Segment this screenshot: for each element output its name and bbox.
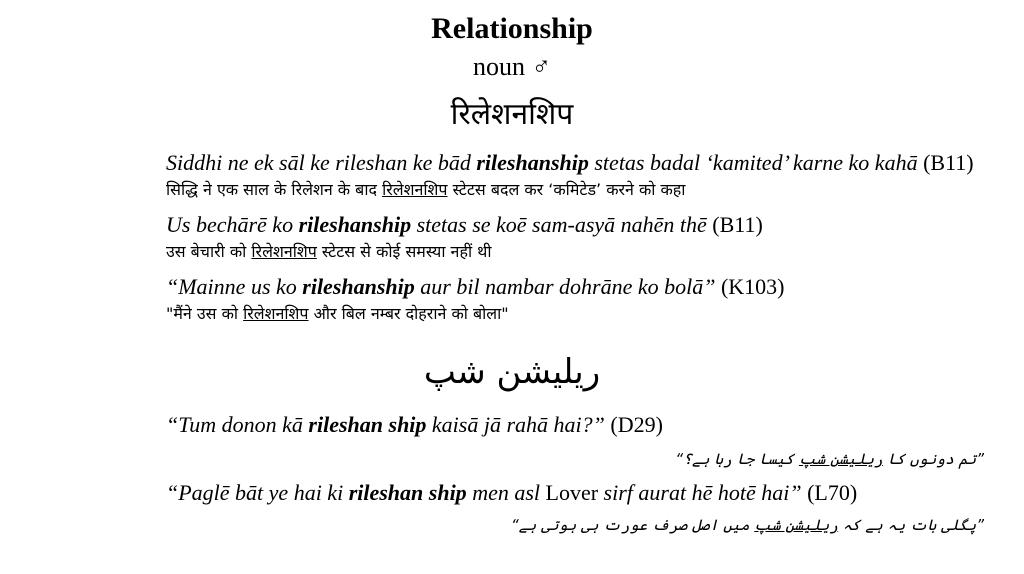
example-text: “Tum donon kā (166, 412, 309, 437)
example-keyword: rileshan ship (348, 480, 467, 505)
part-of-speech: noun ♂ (473, 52, 551, 81)
urdu-headword: ریلیشن شپ (423, 352, 601, 392)
example-text: स्टेटस से कोई समस्या नहीं थी (316, 242, 492, 261)
example-text: sirf aurat hē hotē hai” (598, 480, 808, 505)
example-loanword: Lover (545, 480, 599, 505)
example-roman (166, 274, 785, 300)
example-text: “Mainne us ko (166, 274, 303, 299)
example-keyword: ریلیشن شپ (798, 450, 883, 468)
example-text: "मैंने उस को (166, 304, 244, 323)
example-text: Us bechārē ko (166, 212, 299, 237)
example-citation: (L70) (807, 480, 858, 505)
example-text: ”تم دونوں کا (882, 450, 984, 468)
example-keyword: rileshanship (476, 150, 589, 175)
example-text: “Paglē bāt ye hai ki (166, 480, 349, 505)
example-devanagari (166, 178, 685, 200)
example-roman (166, 480, 857, 506)
example-roman (166, 212, 763, 238)
example-urdu (511, 516, 984, 534)
example-text: ”پگلی بات یہ ہے کہ (838, 516, 984, 534)
example-keyword: रिलेशनशिप (251, 242, 317, 261)
example-text: और बिल नम्बर दोहराने को बोला" (308, 304, 509, 323)
example-devanagari (166, 240, 492, 262)
example-text: उस बेचारी को (166, 242, 252, 261)
example-citation: (B11) (923, 150, 974, 175)
example-keyword: रिलेशनशिप (243, 304, 309, 323)
example-keyword: rileshanship (298, 212, 412, 237)
example-keyword: ریلیشن شپ (754, 516, 839, 534)
example-text: सिद्धि ने एक साल के रिलेशन के बाद (166, 180, 383, 199)
example-citation: (K103) (720, 274, 785, 299)
example-text: stetas badal ‘kamited’ karne ko kahā (588, 150, 924, 175)
example-keyword: rileshanship (302, 274, 415, 299)
example-text: کیسا جا رہا ہے؟“ (675, 450, 799, 468)
example-devanagari (166, 302, 509, 324)
example-text: स्टेटस बदल कर ‘कमिटेड’ करने को कहा (447, 180, 686, 199)
devanagari-headword: रिलेशनशिप (450, 97, 574, 132)
example-citation: (D29) (610, 412, 663, 437)
example-text: aur bil nambar dohrāne ko bolā” (414, 274, 721, 299)
example-text: میں اصل صرف عورت ہی ہوتی ہے“ (510, 516, 755, 534)
example-roman (166, 150, 974, 176)
example-keyword: रिलेशनशिप (382, 180, 448, 199)
example-text: men asl (466, 480, 546, 505)
example-text: Siddhi ne ek sāl ke rileshan ke bād (166, 150, 477, 175)
example-keyword: rileshan ship (308, 412, 427, 437)
example-text: kaisā jā rahā hai?” (426, 412, 611, 437)
example-roman (166, 412, 663, 438)
example-urdu (675, 450, 984, 468)
headword: Relationship (431, 12, 593, 45)
example-citation: (B11) (712, 212, 763, 237)
example-text: stetas se koē sam-asyā nahēn thē (411, 212, 713, 237)
